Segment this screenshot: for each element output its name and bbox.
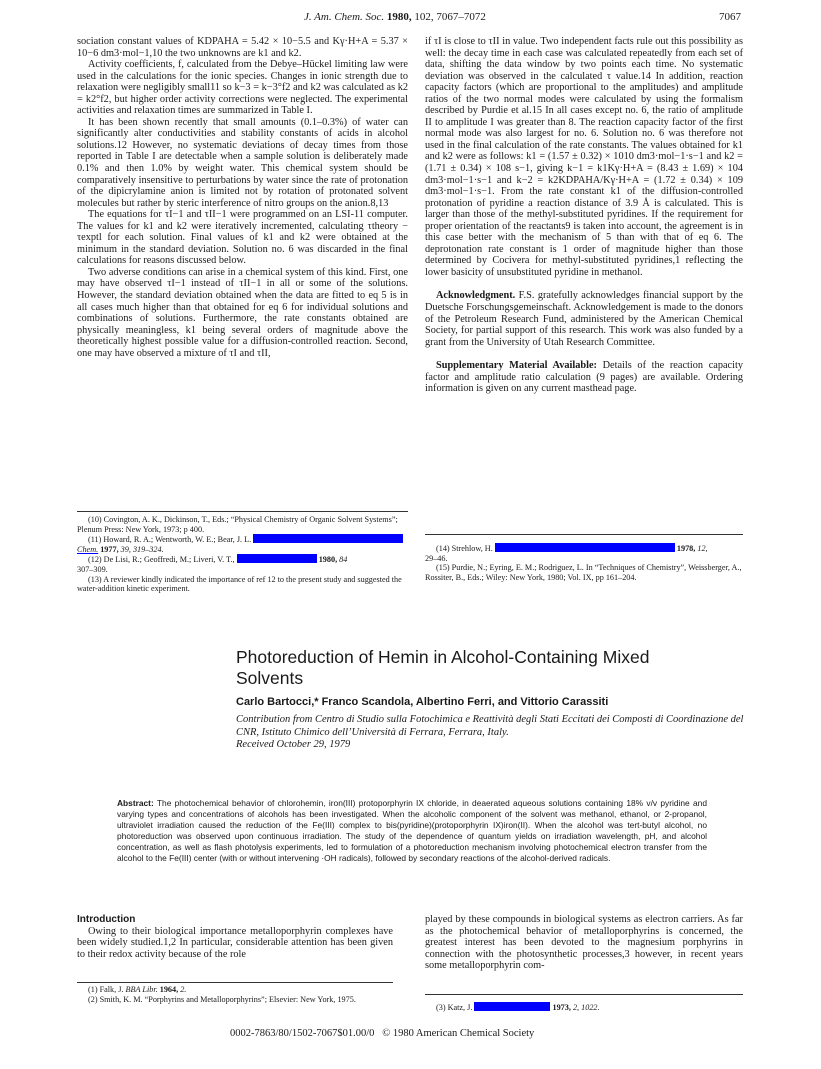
paragraph: if τI is close to τII in value. Two independent facts rule out this possibility as well: the decay time in each case was calculated repeatedly from each set of data, shifting the data window by two points each time. No systematic deviation was observed in the calculated τ value.14 In addition, reaction capacity factors (which are proportional to the amplitudes) and amplitude ratios of the two normal modes were calculated by using the formalism described by Purdie et al.15 In all cases except no. 6, the ratio of amplitude II to amplitude I was greater than 8. The reaction capacity factor of the first normal mode was also largest for no. 6. Solution no. 6 was therefore not used in the final calculation of the rate constants. The values obtained for k1 and k2 were as follows: k1 = (1.57 ± 0.32) × 1010 dm3·mol−1·s−1 and k2 = (1.71 ± 0.34) × 108 s−1, giving k−1 = k1Kγ·H+A = (8.43 ± 1.69) × 104 dm3·mol−1·s−1 and k−2 = k2KDPAHA/Kγ·H+A = (1.72 ± 0.34) × 109 dm3·mol−1·s−1. From the rate constant k1 of the diffusion-controlled protonation of pyridine a reaction distance of 3.9 Å is calculated. This is larger than those of the methyl-substituted pyridines. If the requirement for proper orientation of the reactants9 is taken into account, the agreement is in this case better with the mechanism of 5 than with that of eq 6. The deprotonation rate constant is 1 order of magnitude higher than those determined by Cocivera for methyl-substituted pyridines,1 reflecting the lower basicity of unsubstituted pyridine in methanol. (425, 36, 743, 278)
footnote-rule (77, 982, 393, 983)
top-right-column (425, 36, 743, 395)
article-title: Photoreduction of Hemin in Alcohol-Containing Mixed Solvents (236, 647, 650, 688)
paragraph: Activity coefficients, f, calculated from the Debye–Hückel limiting law were used in the calculations for the ionic species. Changes in ionic strength due to relaxation were negligibly small11 so k−3 = k−3°f2 and k2 was calculated as k2 = k2°f2, but higher order activity corrections were neglected. The experimental activities and relaxation times are summarized in Table I. (77, 59, 408, 117)
redaction-box (253, 534, 403, 543)
paragraph: played by these compounds in biological systems as electron carriers. As far as the photochemical behavior of metalloporphyrins is concerned, the greatest interest has been devoted to the magnesium porphyrins in connection with the photosynthetic processes,3 however, in recent years some metalloporphyrin com- (425, 914, 743, 972)
reference-journal: Chem. (77, 544, 99, 554)
footer-copyright: © 1980 American Chemical Society (382, 1028, 535, 1039)
reference-11-cont: Chem. 1977, 39, 319–324. (77, 544, 164, 554)
intro-left-column (77, 914, 393, 960)
paragraph: It has been shown recently that small amounts (0.1–0.3%) of water can significantly alter conductivities and stability constants of acids in alcohol solutions.12 However, no systematic deviations of decay times from those reported in Table I are detectable when a sample solution is deliberately made 0.1% and then 1.0% by weight water. This chemical system should be comparatively insensitive to perturbations by water since the rate of protonation of the dipicrylamine anion is limited not by rotation of protonated solvent molecules but rather by steric interference of nitro groups on the anion.8,13 (77, 116, 408, 209)
journal-name: J. Am. Chem. Soc. (304, 11, 385, 23)
reference-10: (10) Covington, A. K., Dickinson, T., Eds.; “Physical Chemistry of Organic Solvent Systems”; Plenum Press: New York, 1973; p 400. (77, 515, 398, 534)
top-right-footnotes (425, 543, 743, 582)
paragraph: sociation constant values of KDPAHA = 5.42 × 10−5.5 and Kγ·H+A = 5.37 × 10−6 dm3·mol−1,10 the two unknowns are k1 and k2. (77, 36, 408, 59)
paragraph: The equations for τI−1 and τII−1 were programmed on an LSI-11 computer. The values for k1 and k2 were iteratively incremented, calculating τtheory − τexptl for each solution. Final values of k1 and k2 were obtained at the minimum in the standard deviation. Solution no. 6 was discarded in the final calculations for reasons discussed below. (77, 209, 408, 267)
reference-13: (13) A reviewer kindly indicated the importance of ref 12 to the present study and suggested the water-addition kinetic experiment. (77, 574, 402, 594)
redaction-box (495, 543, 675, 552)
page-number: 7067 (719, 11, 741, 23)
redaction-box (474, 1002, 550, 1011)
abstract-label: Abstract: (117, 798, 154, 808)
page-footer (230, 1028, 534, 1039)
reference-2: (2) Smith, K. M. “Porphyrins and Metalloporphyrins”; Elsevier: New York, 1975. (88, 994, 356, 1004)
reference-11: (11) Howard, R. A.; Wentworth, W. E.; Bear, J. L. (77, 534, 408, 545)
reference-3: (3) Katz, J. 1973, 2, 1022. (436, 1003, 600, 1012)
abstract-text: The photochemical behavior of chlorohemin, iron(III) protoporphyrin IX chloride, in deaerated aqueous solutions containing 18% v/v pyridine and varying types and concentrations of alcohols has been investigated. When the alcoholic component of the solvent was methanol, ethanol, or 2-propanol, ultraviolet irradiation caused the reduction of the Fe(III) complex to bis(pyridine)(protoporphyrin IX)iron(II). When the alcohol was tert-butyl alcohol, no photoreduction was observed upon continuous irradiation. The study of the dependence of quantum yields on irradiation wavelength, pH, and alcohol concentration, as well as flash photolysis experiments, led to formulation of a photoreduction mechanism involving photochemical electron transfer from the alcohol to the Fe(III) center (with or without intervening ·OH radicals), followed by secondary reactions of the alcohol-derived radicals. (117, 798, 707, 863)
journal-year: 1980, (386, 11, 412, 23)
running-header (304, 11, 486, 23)
article-authors: Carlo Bartocci,* Franco Scandola, Albertino Ferri, and Vittorio Carassiti (236, 696, 609, 708)
intro-right-column (425, 914, 743, 972)
supplementary-label: Supplementary Material Available: (436, 360, 597, 372)
paragraph: Two adverse conditions can arise in a chemical system of this kind. First, one may have observed τI−1 instead of τII−1 in all or some of the solutions. However, the standard deviation obtained when the data are fitted to eq 5 is in all cases much higher than that obtained for eq 6 for individual solutions and combinations of solutions. Furthermore, the rate constants obtained are physically meaningless, k1 being several orders of magnitude above the theoretically highest possible value for a diffusion-controlled reaction. Second, one may have observed a mixture of τI and τII, (77, 266, 408, 359)
footnote-rule (425, 534, 743, 535)
footnote-rule (77, 511, 408, 512)
acknowledgment-label: Acknowledgment. (436, 290, 516, 302)
acknowledgment-text: F.S. gratefully acknowledges financial support by the Duetsche Forschungsgemeinschaft. Acknowledgement is made to the donors of the Petroleum Research Fund, administered by the American Chemical Society, for partial support of this research. This work was also funded by a grant from the University of Utah Research Committee. (425, 290, 743, 348)
bottom-right-footnotes (425, 1002, 743, 1013)
reference-12: (12) De Lisi, R.; Geoffredi, M.; Liveri, V. T., 1980, 84 (88, 555, 348, 565)
redaction-box (237, 554, 317, 563)
bottom-left-footnotes (77, 985, 393, 1004)
footnote-rule (425, 994, 743, 995)
journal-volume-pages: 102, 7067–7072 (411, 11, 486, 23)
top-left-column (77, 36, 408, 359)
footer-code: 0002-7863/80/1502-7067$01.00/0 (230, 1028, 375, 1039)
reference-14: (14) Strehlow, H. 1978, 12, (436, 544, 708, 553)
intro-heading: Introduction (77, 914, 136, 925)
reference-12-cont: 307–309. (77, 564, 108, 574)
reference-14-cont: 29–46. (425, 553, 448, 563)
reference-1: (1) Falk, J. BBA Libr. 1964, 2. (88, 985, 187, 994)
supplementary-paragraph (425, 360, 743, 395)
received-date: Received October 29, 1979 (236, 739, 351, 750)
acknowledgment-paragraph (425, 290, 743, 348)
abstract (117, 798, 707, 863)
supplementary-text: Details of the reaction capacity factor and amplitude ratio calculation (9 pages) are available. Ordering information is given on any current masthead page. (425, 360, 743, 395)
article-affiliation: Contribution from Centro di Studio sulla Fotochimica e Reattività degli Stati Eccitati dei Composti di Coordinazione del CNR, Istituto Chimico dell’Università di Ferrara, Ferrara, Italy. Received October 29, 1979 (236, 714, 744, 750)
top-left-footnotes (77, 515, 408, 594)
paragraph: Owing to their biological importance metalloporphyrin complexes have been widely studied.1,2 In particular, considerable attention has been given to their redox activity because of the role (77, 925, 393, 960)
reference-15: (15) Purdie, N.; Eyring, E. M.; Rodriguez, L. In “Techniques of Chemistry”, Weissberger, A., Rossiter, B., Eds.; Wiley: New York, 1980; Vol. IX, pp 161–204. (425, 563, 742, 582)
